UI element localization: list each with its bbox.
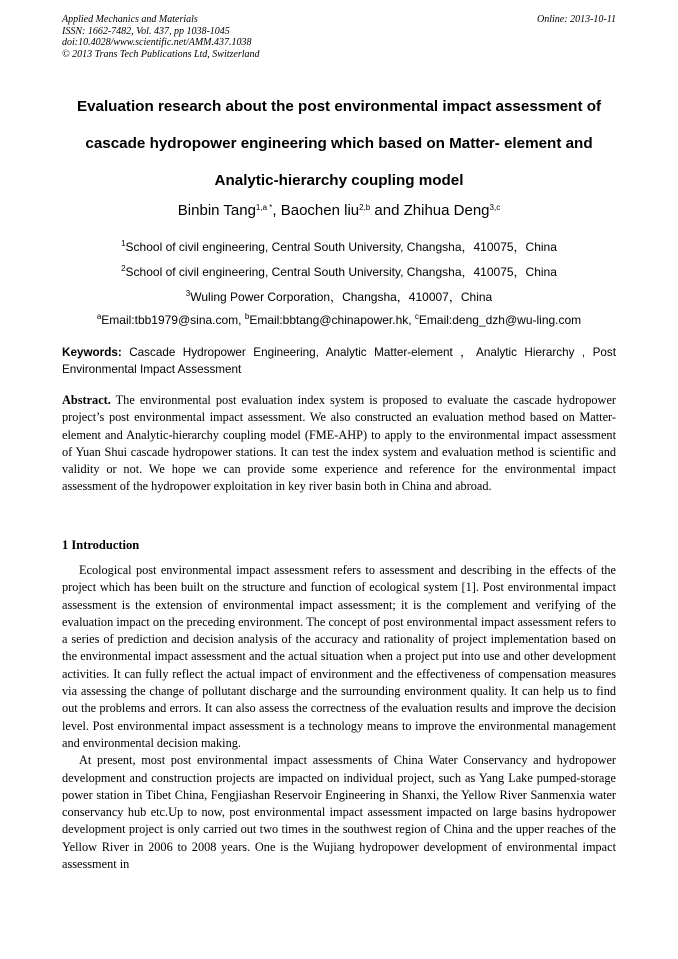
doi-line: doi:10.4028/www.scientific.net/AMM.437.1038 <box>62 37 252 48</box>
affiliation-2-text: School of civil engineering, Central South University, Changsha，410075，China <box>125 265 557 279</box>
abstract-label: Abstract. <box>62 393 111 407</box>
keywords-label: Keywords: <box>62 346 122 359</box>
email-c-mark: c <box>414 312 419 321</box>
journal-header <box>62 14 616 60</box>
author-1-mark: 1,a * <box>255 203 273 212</box>
title-line-1: Evaluation research about the post environmental impact assessment of <box>76 98 602 115</box>
email-c: Email:deng_dzh@wu-ling.com <box>418 313 582 327</box>
affiliation-3 <box>0 288 678 305</box>
paper-title <box>40 88 638 199</box>
affiliation-1 <box>0 238 678 255</box>
section-heading-introduction: 1 Introduction <box>62 538 140 552</box>
email-b-mark: b <box>244 312 250 321</box>
author-3: and Zhihua Deng <box>370 202 490 219</box>
title-line-3: Analytic-hierarchy coupling model <box>214 172 464 189</box>
author-2-mark: 2,b <box>359 203 371 212</box>
keywords <box>62 345 616 378</box>
journal-name: Applied Mechanics and Materials <box>62 14 198 25</box>
affiliation-1-text: School of civil engineering, Central South University, Changsha，410075，China <box>125 240 557 254</box>
affiliation-3-mark: 3 <box>185 289 191 298</box>
email-a-mark: a <box>96 312 102 321</box>
email-a: Email:tbb1979@sina.com, <box>101 313 245 327</box>
affiliation-3-text: Wuling Power Corporation，Changsha，410007，China <box>190 290 493 304</box>
affiliation-2 <box>0 263 678 280</box>
abstract <box>62 392 616 496</box>
intro-paragraph-1: Ecological post environmental impact assessment refers to assessment and describing in the effects of the project which has been built on the structure and function of ecological system [1]. Post environmental impact assessment is the extension of environmental impact assessment; it is the complement and verifying of the evaluation impact on the preceding environment. The concept of post environmental impact assessment refers to a series of prediction and decision analysis of the accuracy and rationality of project implementation based on the environmental impact assessment and the actual situation when a project put into use and other development activities. It can fully reflect the actual impact of environment and the effectiveness of compensation measures via assessing the change of pollutant discharge and the surrounding environment quality. It can help us to find out the problems and errors. It can also assess the correctness of the evaluation results and improve the decision level. Post environmental impact assessment is a technology means to improve the environmental management and environmental decision making. <box>62 563 616 750</box>
affiliation-2-mark: 2 <box>121 264 126 273</box>
keywords-text: Cascade Hydropower Engineering, Analytic Matter-element ，Analytic Hierarchy , Post Environmental Impact Assessment <box>62 346 616 376</box>
email-line <box>0 313 678 327</box>
online-date: Online: 2013-10-11 <box>537 14 616 25</box>
affiliation-1-mark: 1 <box>121 239 126 248</box>
issn-line: ISSN: 1662-7482, Vol. 437, pp 1038-1045 <box>62 25 230 37</box>
title-line-2: cascade hydropower engineering which based on Matter- element and <box>85 135 593 152</box>
author-3-mark: 3,c <box>489 203 501 212</box>
copyright-line: © 2013 Trans Tech Publications Ltd, Switzerland <box>62 48 260 60</box>
email-b: Email:bbtang@chinapower.hk, <box>249 313 415 327</box>
author-2: , Baochen liu <box>272 202 360 219</box>
intro-paragraph-2: At present, most post environmental impact assessments of China Water Conservancy and hydropower development and construction projects are impacted on individual project, such as Yang Lake pumped-storage power station in Tibet China, Fengjiashan Reservoir Engineering in Shanxi, the Yellow River Sanmenxia water conservancy hub etc.Up to now, post environmental impact assessment impacted on large basins hydropower development project is only carried out two times in the southwest region of China and the upper reaches of the Yellow River in 2006 to 2008 years. One is the Wujiang hydropower development of environmental impact assessment in <box>62 753 616 872</box>
author-1: Binbin Tang <box>177 202 256 219</box>
abstract-text: The environmental post evaluation index system is proposed to evaluate the cascade hydropower project’s post environmental impact assessment. We also constructed an evaluation method based on Matter-element and Analytic-hierarchy coupling model (FME-AHP) to apply to the environmental impact assessment of Yuan Shui cascade hydropower stations. It can test the index system and evaluation method is scientific and validity or not. We hope we can provide some experience and reference for the environmental impact assessment of the hydropower exploitation in key river basin both in China and abroad. <box>62 393 616 494</box>
author-list <box>0 202 678 219</box>
introduction-body <box>62 562 616 873</box>
